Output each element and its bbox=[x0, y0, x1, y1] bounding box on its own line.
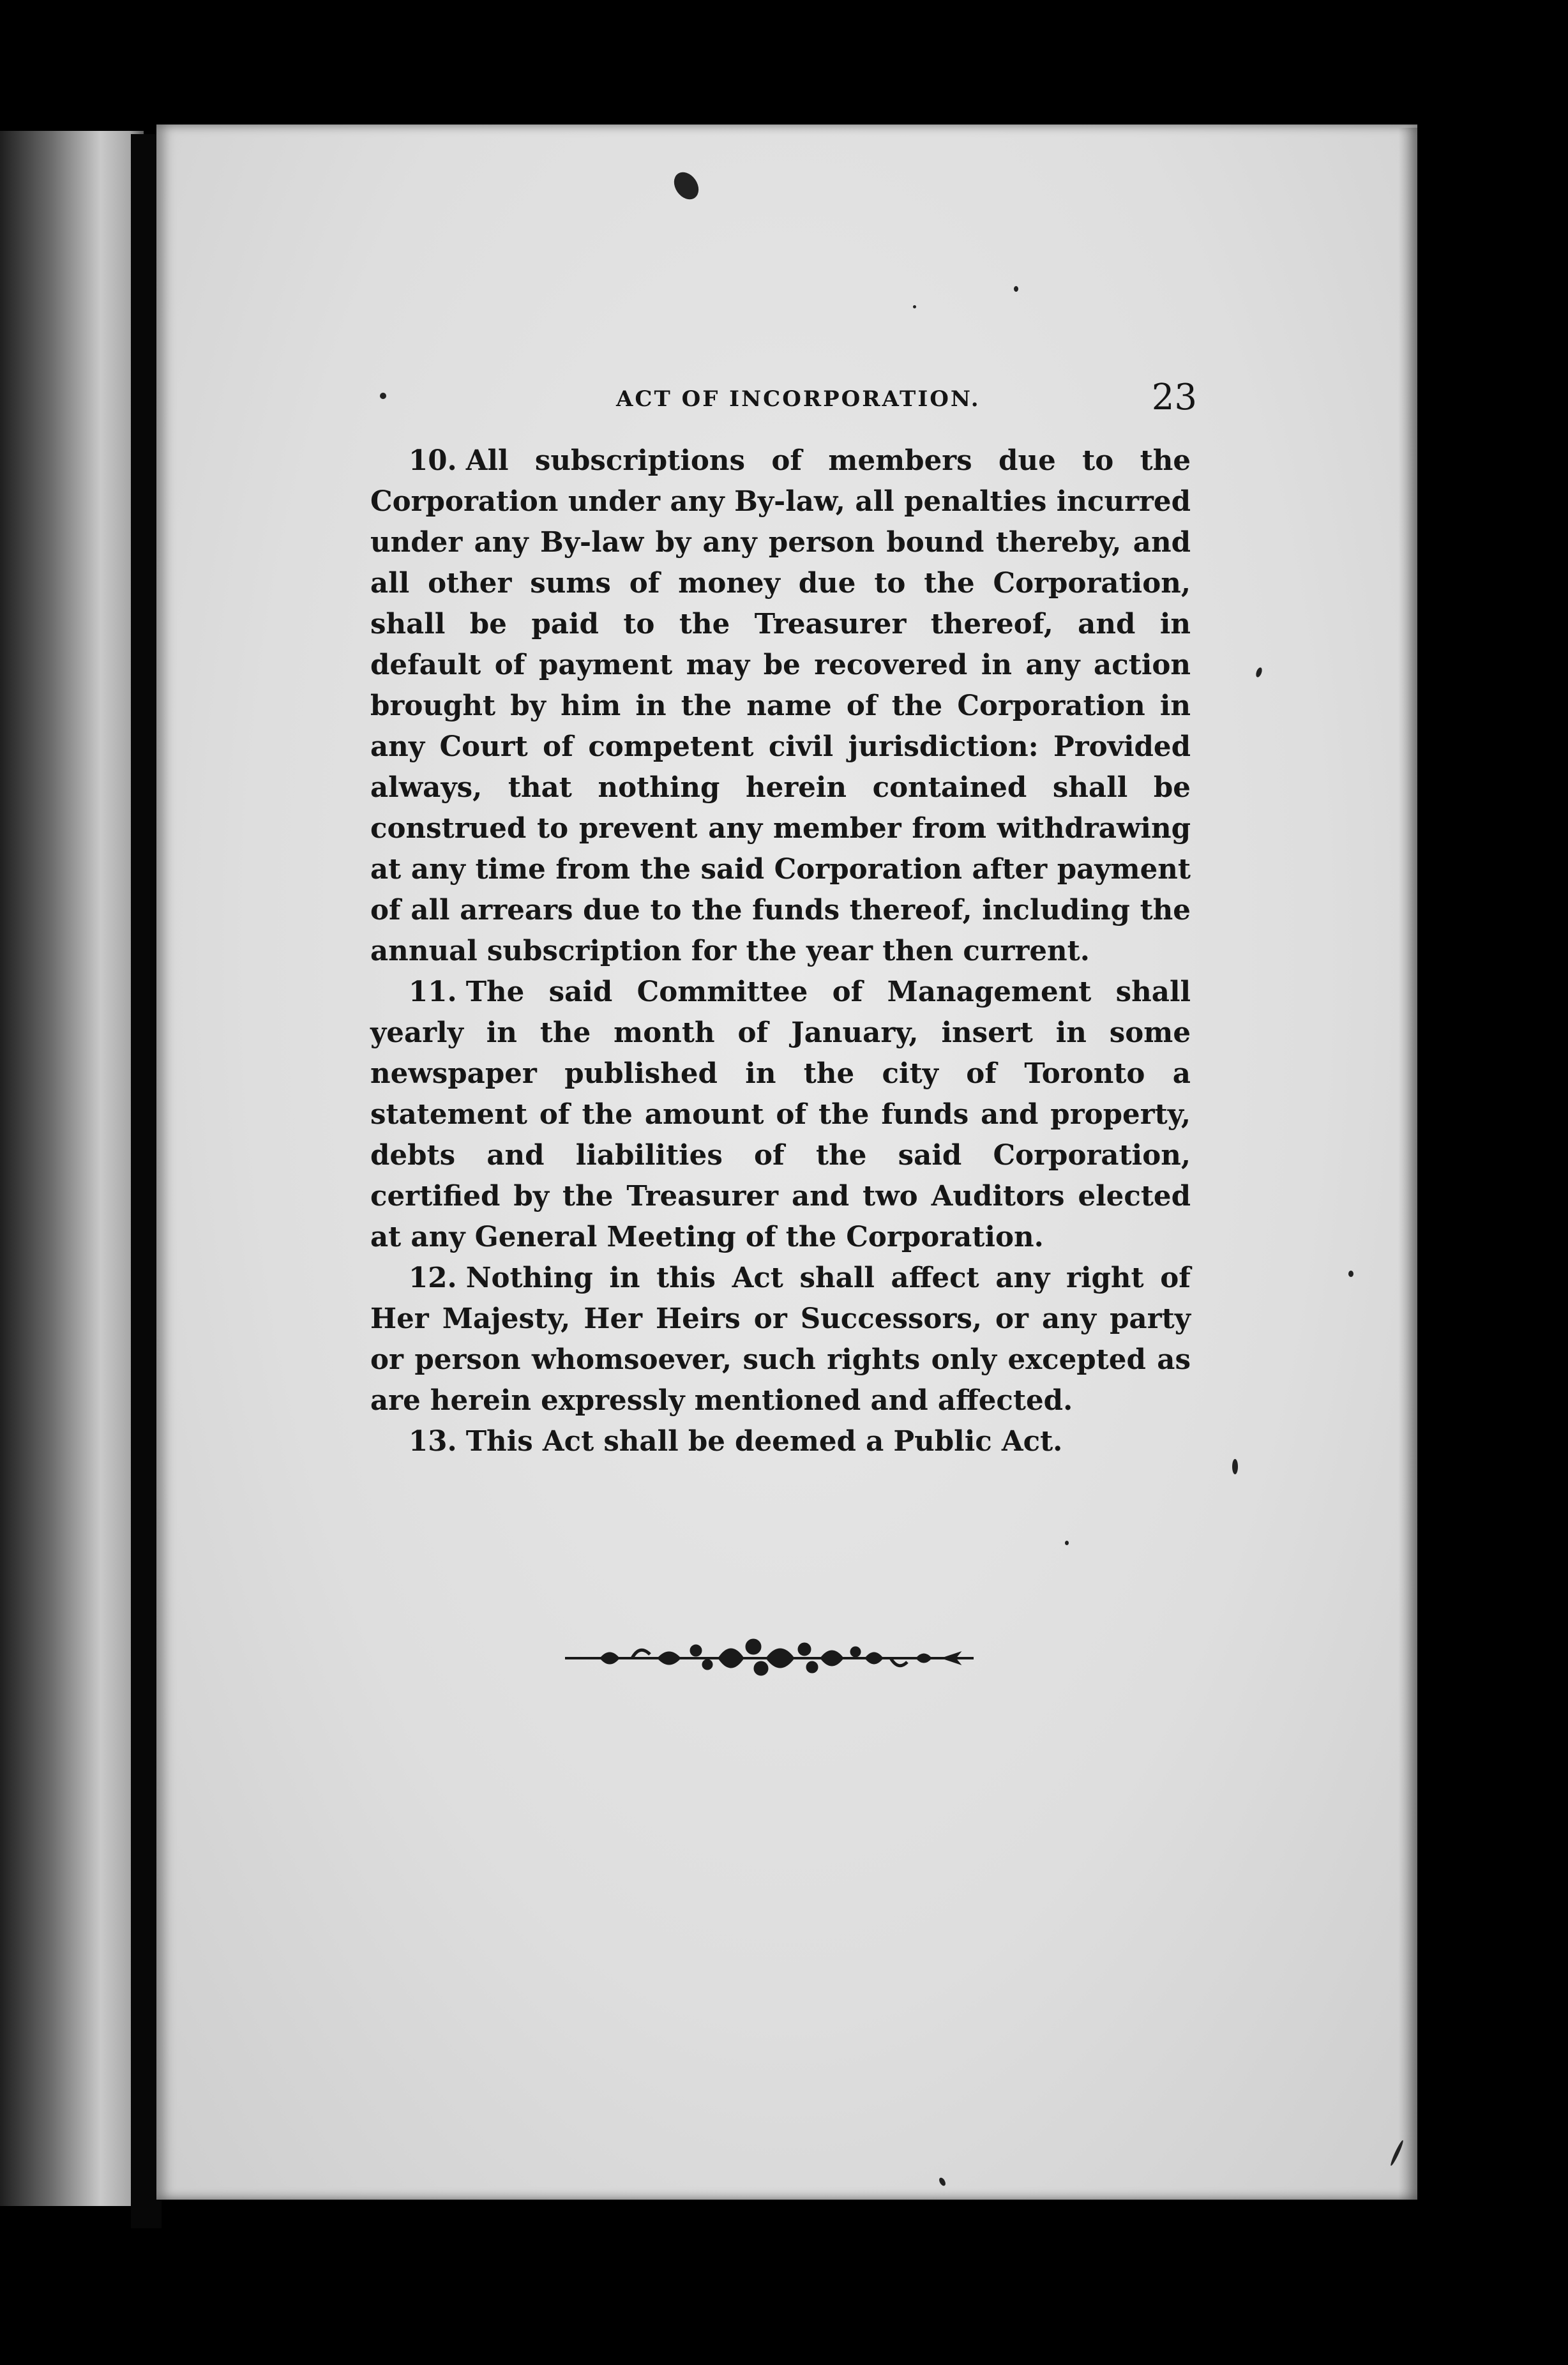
section-text: All subscriptions of members due to the Corporation under any By-law, all penalties incurred under any By-law by any person bound thereby, and all other sums of money due to the Corporation, shall be paid to the Treasurer thereof, and in default of payment may be recovered in any action brought by him in the name of the Corporation in any Court of competent civil jurisdiction: Provided always, that nothing herein contained shall be construed to prevent any member from withdrawing at any time from the said Corporation after payment of all arrears due to the funds thereof, including the annual subscription for the year then current. bbox=[370, 444, 1191, 967]
section-number: 13. bbox=[409, 1425, 457, 1458]
paper-speck bbox=[1065, 1541, 1069, 1545]
section-13 bbox=[370, 1421, 1191, 1462]
paper-speck bbox=[1014, 286, 1018, 292]
body-text bbox=[370, 441, 1191, 1462]
section-number: 12. bbox=[409, 1262, 457, 1294]
bullet-mark-icon bbox=[380, 393, 386, 399]
section-number: 10. bbox=[409, 444, 457, 477]
paper-speck bbox=[1232, 1459, 1238, 1474]
section-text: The said Committee of Management shall yearly in the month of January, insert in some newspaper published in the city of Toronto a statement of the amount of the funds and property, debts and liabilities of the said Corporation, certified by the Treasurer and two Auditors elected at any General Meeting of the Corporation. bbox=[370, 976, 1191, 1253]
section-12 bbox=[370, 1258, 1191, 1421]
vine-ornament-icon bbox=[562, 1631, 977, 1682]
section-text: Nothing in this Act shall affect any right of Her Majesty, Her Heirs or Successors, or any party or person whomsoever, such rights only excepted as are herein expressly mentioned and affected. bbox=[370, 1262, 1191, 1417]
running-head-title: ACT OF INCORPORATION. bbox=[616, 386, 981, 412]
section-10 bbox=[370, 441, 1191, 972]
paper-speck bbox=[1348, 1271, 1353, 1277]
section-11 bbox=[370, 972, 1191, 1258]
section-number: 11. bbox=[409, 976, 457, 1008]
page-number: 23 bbox=[1151, 377, 1197, 418]
paper-speck bbox=[913, 305, 916, 308]
section-text: This Act shall be deemed a Public Act. bbox=[465, 1425, 1063, 1458]
left-page-edge bbox=[0, 131, 144, 2206]
running-head bbox=[373, 374, 1203, 431]
page-edge-shadow bbox=[1398, 128, 1417, 2200]
